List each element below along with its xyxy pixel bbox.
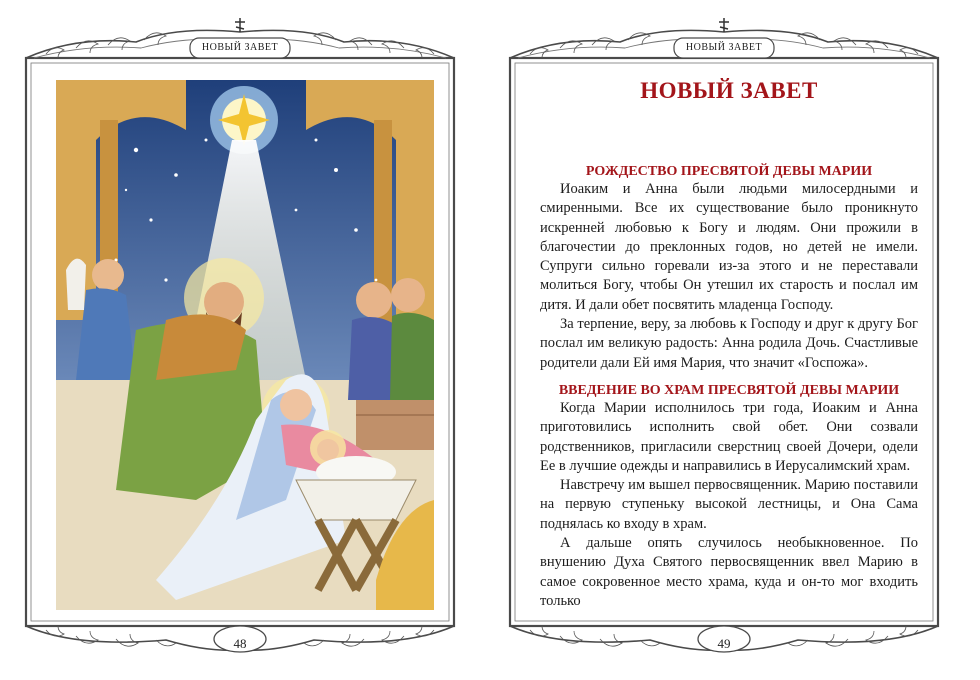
cross-ornament bbox=[235, 18, 245, 32]
cross-ornament bbox=[719, 18, 729, 32]
section-heading: ВВЕДЕНИЕ ВО ХРАМ ПРЕСВЯТОЙ ДЕВЫ МАРИИ bbox=[558, 382, 900, 398]
paragraph: Иоаким и Анна были людьми милосердными и смиренными. Все их существование было проникнуто искренней любовью к Богу и людям. Они прожили в благочестии до преклонных годов, но детей не имели. Супруги сильно горевали из-за этого и не переставали молиться Богу, чтобы Он утешил их старость и послал им дитя. И дали обет посвятить младенца Господу. bbox=[540, 181, 918, 313]
article-content bbox=[540, 72, 918, 611]
page-title: НОВЫЙ ЗАВЕТ bbox=[640, 78, 818, 103]
running-header: НОВЫЙ ЗАВЕТ bbox=[685, 42, 763, 53]
right-page bbox=[500, 18, 948, 658]
section-heading: РОЖДЕСТВО ПРЕСВЯТОЙ ДЕВЫ МАРИИ bbox=[585, 164, 873, 179]
paragraph: А дальше опять случилось необыкновенное. По внушению Духа Святого первосвященник ввел Марию в самое сокровенное место храма, куда и он-то мог входить только bbox=[540, 535, 918, 609]
paragraph: За терпение, веру, за любовь к Господу и друг к другу Бог послал им великую радость: Анна родила Дочь. Счастливые родители дали Ей имя Мария, что значит «Госпожа». bbox=[540, 316, 918, 371]
paragraph: Навстречу им вышел первосвященник. Марию поставили на первую ступеньку высокой лестницы, и Она Сама поднялась ко входу в храм. bbox=[540, 477, 918, 532]
page-number-left: 48 bbox=[233, 636, 247, 651]
page-number-right: 49 bbox=[717, 636, 731, 651]
running-header: НОВЫЙ ЗАВЕТ bbox=[201, 42, 279, 53]
paragraph: Когда Марии исполнилось три года, Иоаким и Анна приготовились исполнить свой обет. Они созвали родственников, пригласили сверстниц своей Дочери, одели Ее в лучшие одежды и направились в Иерусалимский храм. bbox=[540, 399, 918, 474]
left-page bbox=[16, 18, 464, 658]
nativity-illustration bbox=[56, 80, 434, 610]
